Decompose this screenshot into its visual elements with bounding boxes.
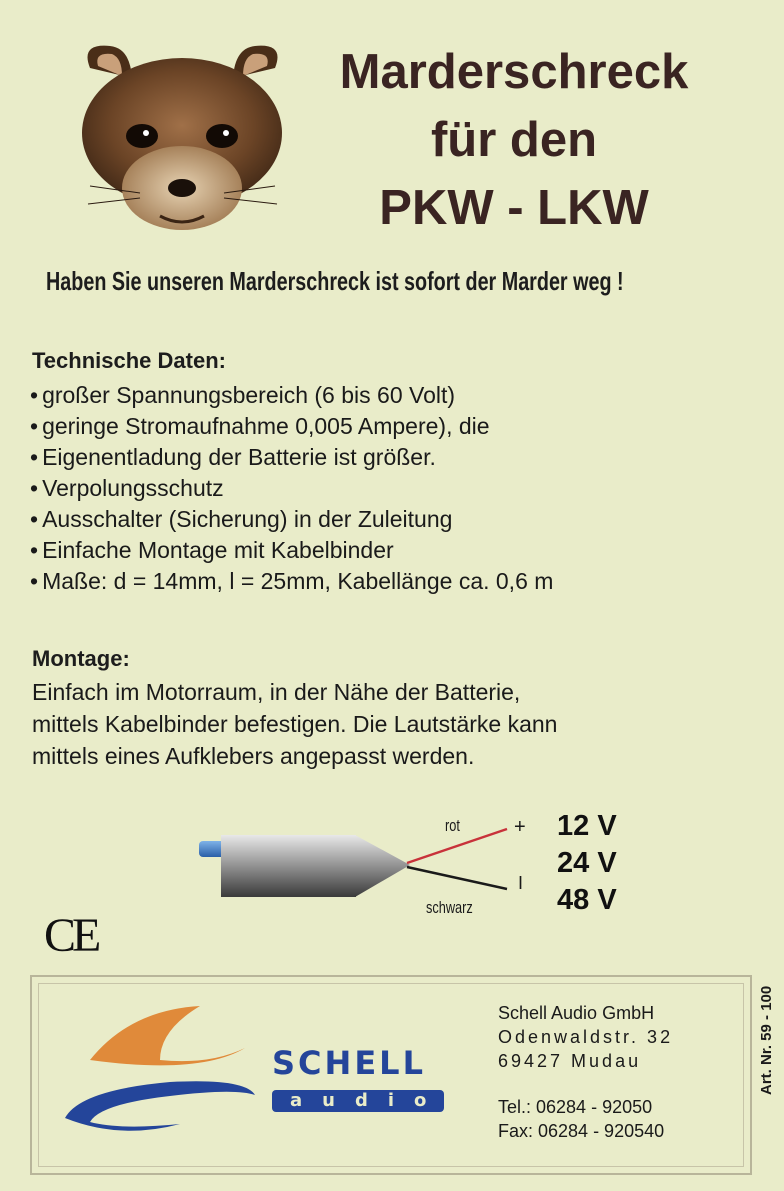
title-line-1: Marderschreck — [339, 45, 689, 99]
montage-heading: Montage: — [32, 646, 130, 671]
marten-illustration — [70, 38, 295, 238]
company-street: Odenwaldstr. 32 — [498, 1027, 674, 1047]
article-number: Art. Nr. 59 - 100 — [758, 985, 775, 1095]
voltage-label: 24 V — [557, 847, 617, 879]
list-item: • geringe Stromaufnahme 0,005 Ampere), die — [30, 411, 553, 442]
product-title — [294, 38, 734, 242]
schell-logo-swoosh-icon — [60, 1000, 270, 1140]
list-item: • Ausschalter (Sicherung) in der Zuleitung — [30, 504, 553, 535]
technical-heading: Technische Daten: — [32, 348, 226, 373]
montage-line: mittels eines Aufklebers angepasst werden. — [32, 743, 475, 769]
montage-line: Einfach im Motorraum, in der Nähe der Batterie, — [32, 679, 521, 705]
plus-sign: + — [514, 816, 526, 838]
list-item: • Eigenentladung der Batterie ist größer. — [30, 442, 553, 473]
list-item: • Maße: d = 14mm, l = 25mm, Kabellänge ca. 0,6 m — [30, 566, 553, 597]
montage-line: mittels Kabelbinder befestigen. Die Lautstärke kann — [32, 711, 558, 737]
voltage-label: 48 V — [557, 884, 617, 916]
list-item: • Verpolungsschutz — [30, 473, 553, 504]
list-item: • Einfache Montage mit Kabelbinder — [30, 535, 553, 566]
list-item: • großer Spannungsbereich (6 bis 60 Volt) — [30, 380, 553, 411]
company-tel: Tel.: 06284 - 92050 — [498, 1097, 653, 1117]
minus-sign: I — [518, 873, 524, 893]
company-fax: Fax: 06284 - 920540 — [498, 1121, 665, 1141]
company-name: Schell Audio GmbH — [498, 1003, 655, 1023]
device-tip — [355, 835, 410, 897]
device-body — [221, 835, 356, 897]
title-line-3: PKW - LKW — [379, 181, 649, 235]
device-diagram — [195, 815, 535, 915]
voltage-label: 12 V — [557, 810, 617, 842]
wire-label-black: schwarz — [426, 898, 473, 917]
ce-mark: CE — [44, 909, 98, 962]
logo-subword: audio — [272, 1090, 444, 1112]
montage-text — [32, 676, 752, 772]
slogan: Haben Sie unseren Marderschreck ist sofort der Marder weg ! — [46, 266, 624, 296]
logo-word: SCHELL — [272, 1044, 426, 1082]
technical-list — [30, 380, 553, 597]
company-city: 69427 Mudau — [498, 1051, 642, 1071]
wire-label-red: rot — [445, 816, 460, 835]
title-line-2: für den — [430, 113, 598, 167]
black-wire — [407, 867, 507, 889]
